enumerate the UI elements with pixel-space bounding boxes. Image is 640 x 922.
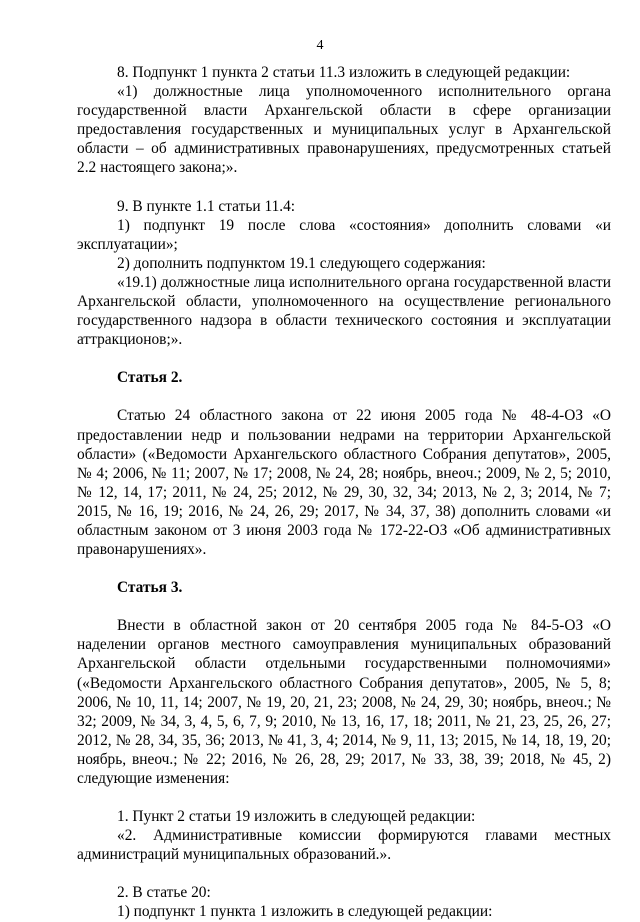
paragraph-9-heading: 9. В пункте 1.1 статьи 11.4: bbox=[117, 197, 296, 215]
paragraph-gap bbox=[77, 788, 611, 807]
paragraph-8-subitem-1: «1) должностные лица уполномоченного исполнительного органа государственной власти Архангельской области в сфере организации предоставления государственных и муниципальных услуг в Архангельской области – об административных правонарушениях, предусмотренных статьей 2.2 настоящего закона;». bbox=[77, 83, 611, 177]
article-3-item-1: 1. Пункт 2 статьи 19 изложить в следующей редакции: bbox=[117, 808, 476, 826]
paragraph-gap bbox=[77, 349, 611, 368]
paragraph-9-subitem-2: 2) дополнить подпунктом 19.1 следующего содержания: bbox=[117, 254, 486, 272]
article-2-text: Статью 24 областного закона от 22 июня 2005 года № 48-4-ОЗ «О предоставлении недр и пользовании недрами на территории Архангельской области» («Ведомости Архангельского областного Собрания депутатов», 2005, № 4; 2006, № 11; 2007, № 17; 2008, № 24, 28; ноябрь, внеоч.; 2009, № 2, 5; 2010, № 12, 14, 17; 2011, № 24, 25; 2012, № 29, 30, 32, 34; 2013, № 2, 3; 2014, № 7; 2015, № 16, 19; 2016, № 24, 26, 29; 2017, № 34, 37, 38) дополнить словами «и областным законом от 3 июня 2003 года № 172-22-ОЗ «Об административных правонарушениях». bbox=[77, 407, 611, 559]
article-3-item-2: 2. В статье 20: bbox=[117, 884, 211, 902]
paragraph-gap bbox=[77, 178, 611, 197]
paragraph-gap bbox=[77, 387, 611, 406]
paragraph-9-subitem-19-1: «19.1) должностные лица исполнительного органа государственной власти Архангельской области, уполномоченного на осуществление регионального государственного надзора в области технического состояния и эксплуатации аттракционов;». bbox=[77, 273, 611, 349]
paragraph-gap bbox=[77, 864, 611, 883]
page-number: 4 bbox=[316, 38, 324, 53]
paragraph-gap bbox=[77, 597, 611, 616]
article-3-item-2-subitem-1: 1) подпункт 1 пункта 1 изложить в следующей редакции: bbox=[117, 903, 493, 921]
paragraph-gap bbox=[77, 559, 611, 578]
paragraph-9-subitem-1: 1) подпункт 19 после слова «состояния» дополнить словами «и эксплуатации»; bbox=[77, 216, 611, 253]
document-body bbox=[77, 63, 611, 922]
article-2-heading: Статья 2. bbox=[117, 369, 183, 387]
article-3-text: Внести в областной закон от 20 сентября 2005 года № 84-5-ОЗ «О наделении органов местного самоуправления муниципальных образований Архангельской области отдельными государственными полномочиями» («Ведомости Архангельского областного Собрания депутатов», 2005, № 5, 8; 2006, № 10, 11, 14; 2007, № 19, 20, 21, 23; 2008, № 24, 29, 30; ноябрь, внеоч.; № 32; 2009, № 34, 3, 4, 5, 6, 7, 9; 2010, № 13, 16, 17, 18; 2011, № 21, 23, 25, 26, 27; 2012, № 28, 34, 35, 36; 2013, № 41, 3, 4; 2014, № 9, 11, 13; 2015, № 14, 18, 19, 20; ноябрь, внеоч.; № 22; 2016, № 26, 28, 29; 2017, № 33, 38, 39; 2018, № 45, 2) следующие изменения: bbox=[77, 617, 611, 787]
paragraph-8-heading: 8. Подпункт 1 пункта 2 статьи 11.3 изложить в следующей редакции: bbox=[117, 64, 571, 81]
article-3-item-1-text: «2. Административные комиссии формируются главами местных администраций муниципальных образований.». bbox=[77, 827, 611, 864]
article-3-heading: Статья 3. bbox=[117, 579, 183, 597]
